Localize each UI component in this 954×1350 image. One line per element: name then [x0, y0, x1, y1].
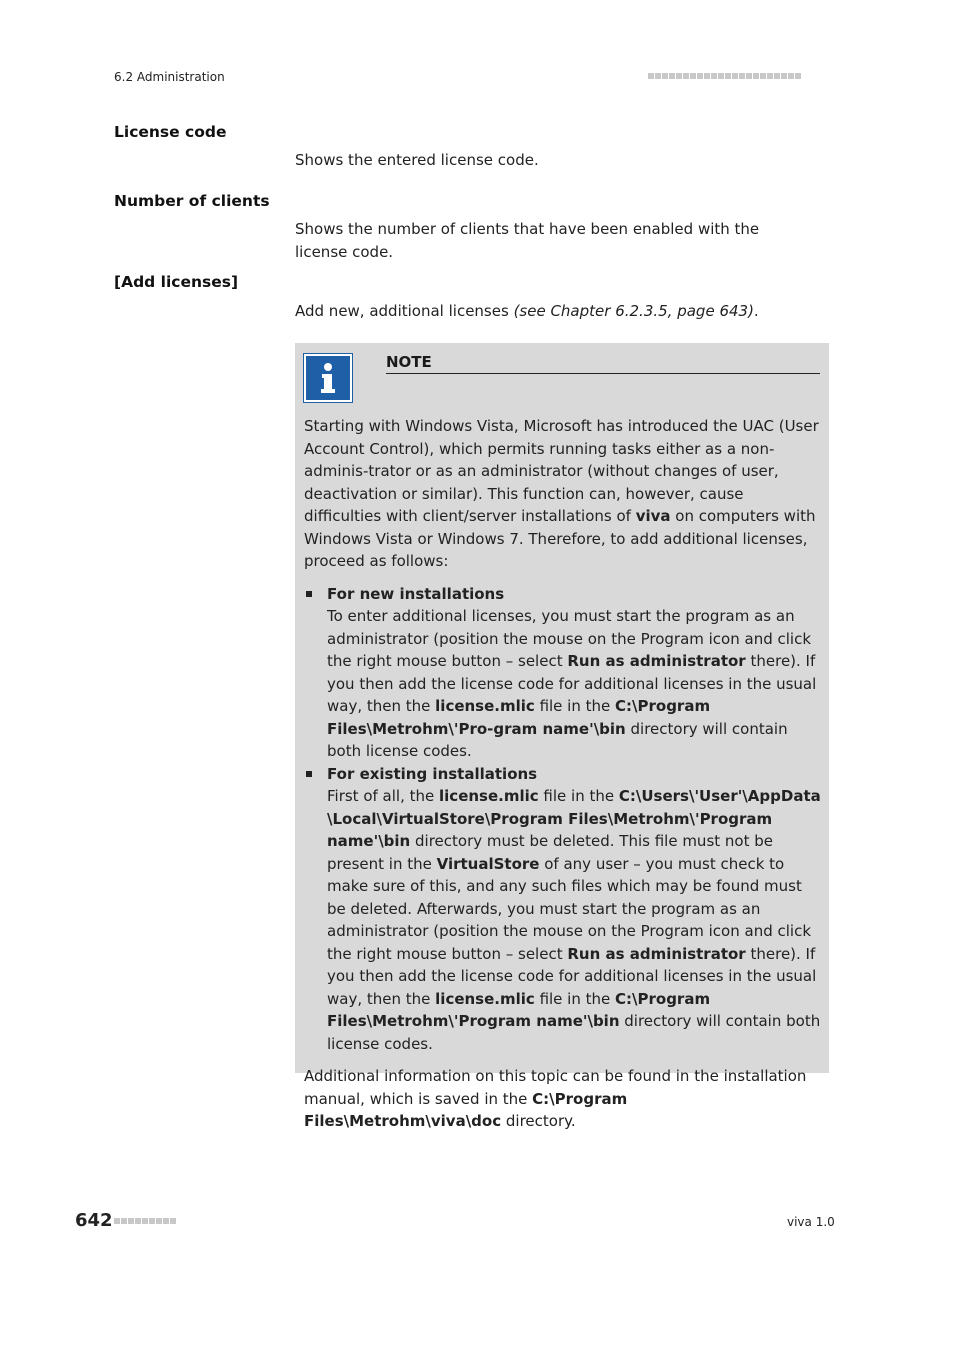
note-bullet-list — [304, 583, 822, 1056]
decoration-square — [655, 73, 661, 79]
chapter-reference-link[interactable]: (see Chapter 6.2.3.5, page 643) — [513, 302, 754, 320]
term-license-code: License code — [114, 123, 227, 141]
term-add-licenses: [Add licenses] — [114, 273, 239, 291]
text-run: of any user – you must check to make sure of this, and any such files which may be found must be deleted. Afterwards, you must start the program as an administrator (position the mouse on the Program icon and click the right mouse button – select — [327, 854, 812, 963]
decoration-square — [760, 73, 766, 79]
note-body — [304, 415, 822, 1133]
bold-term: license.mlic — [435, 989, 535, 1008]
bold-term: VirtualStore — [436, 854, 540, 873]
decoration-square — [683, 73, 689, 79]
decoration-square — [669, 73, 675, 79]
text-run: To enter additional licenses, you must start the program as an administrator (position the mouse on the Program icon and click the right mouse button – select — [327, 607, 812, 670]
desc-add-licenses-suffix: . — [753, 302, 759, 320]
product-version: viva 1.0 — [787, 1215, 835, 1229]
header-decoration-squares — [648, 73, 801, 79]
running-header-section: 6.2 Administration — [114, 70, 225, 84]
decoration-square — [795, 73, 801, 79]
bold-term: license.mlic — [439, 787, 539, 805]
desc-number-of-clients: Shows the number of clients that have been enabled with the license code. — [295, 220, 760, 261]
bold-term: C:\Program Files\Metrohm\viva\doc — [304, 1089, 628, 1130]
decoration-square — [739, 73, 745, 79]
bold-term: viva — [635, 507, 671, 525]
bullet-text — [327, 607, 816, 760]
note-outro — [304, 1065, 822, 1133]
list-item — [304, 763, 822, 1056]
text-run: directory will contain both license codes. — [327, 719, 788, 760]
desc-license-code: Shows the entered license code. — [295, 151, 539, 169]
text-run: file in the — [538, 787, 619, 805]
decoration-square — [725, 73, 731, 79]
text-run: directory must be deleted. This file must not be present in the — [327, 832, 773, 873]
decoration-square — [718, 73, 724, 79]
text-run: there). If you then add the license code for additional licenses in the usual way, then the — [327, 944, 817, 1008]
bold-term: C:\Program Files\Metrohm\'Program name'\bin — [327, 989, 711, 1030]
page-number: 642 — [75, 1210, 113, 1231]
decoration-square — [711, 73, 717, 79]
footer-decoration-squares — [114, 1218, 176, 1224]
decoration-square — [648, 73, 654, 79]
bullet-title: For existing installations — [327, 764, 538, 783]
text-run: directory. — [501, 1112, 576, 1130]
bold-term: C:\Users\'User'\AppData \Local\VirtualStore\Program Files\Metrohm\'Program name'\bin — [327, 787, 821, 850]
decoration-square — [774, 73, 780, 79]
bold-term: license.mlic — [435, 697, 535, 715]
note-intro — [304, 415, 822, 573]
bullet-square-icon — [306, 771, 312, 777]
decoration-square — [662, 73, 668, 79]
decoration-square — [676, 73, 682, 79]
term-number-of-clients: Number of clients — [114, 192, 270, 210]
bold-term: C:\Program Files\Metrohm\'Pro-gram name'\bin — [327, 697, 711, 738]
decoration-square — [170, 1218, 176, 1224]
decoration-square — [135, 1218, 141, 1224]
text-run: there). If you then add the license code for additional licenses in the usual way, then the — [327, 652, 817, 715]
decoration-square — [746, 73, 752, 79]
note-title: NOTE — [386, 353, 820, 374]
text-run: Additional information on this topic can be found in the installation manual, which is saved in the — [304, 1067, 807, 1108]
decoration-square — [690, 73, 696, 79]
decoration-square — [114, 1218, 120, 1224]
desc-add-licenses — [295, 300, 815, 323]
list-item — [304, 583, 822, 763]
text-run: file in the — [534, 989, 616, 1008]
decoration-square — [697, 73, 703, 79]
decoration-square — [753, 73, 759, 79]
bullet-square-icon — [306, 591, 312, 597]
text-run: on computers with Windows Vista or Windows 7. Therefore, to add additional licenses, proceed as follows: — [304, 507, 816, 570]
text-run: directory will contain both license codes. — [327, 1012, 821, 1053]
desc-add-licenses-text: Add new, additional licenses — [295, 302, 514, 320]
decoration-square — [704, 73, 710, 79]
decoration-square — [149, 1218, 155, 1224]
decoration-square — [121, 1218, 127, 1224]
text-run: file in the — [534, 697, 616, 715]
info-icon — [304, 354, 352, 402]
bullet-text — [327, 787, 821, 1053]
decoration-square — [128, 1218, 134, 1224]
text-run: Starting with Windows Vista, Microsoft has introduced the UAC (User Account Control), which permits running tasks either as a non-adminis-trator or as an administrator (without changes of user, deactivation or similar). This function can, however, cause difficulties with client/server installations of — [304, 417, 819, 525]
bold-term: Run as administrator — [567, 652, 746, 670]
text-run: First of all, the — [327, 787, 440, 805]
decoration-square — [156, 1218, 162, 1224]
decoration-square — [767, 73, 773, 79]
decoration-square — [142, 1218, 148, 1224]
decoration-square — [732, 73, 738, 79]
bullet-title: For new installations — [327, 584, 505, 603]
decoration-square — [163, 1218, 169, 1224]
bold-term: Run as administrator — [567, 944, 746, 963]
decoration-square — [781, 73, 787, 79]
note-box — [295, 343, 829, 1130]
decoration-square — [788, 73, 794, 79]
